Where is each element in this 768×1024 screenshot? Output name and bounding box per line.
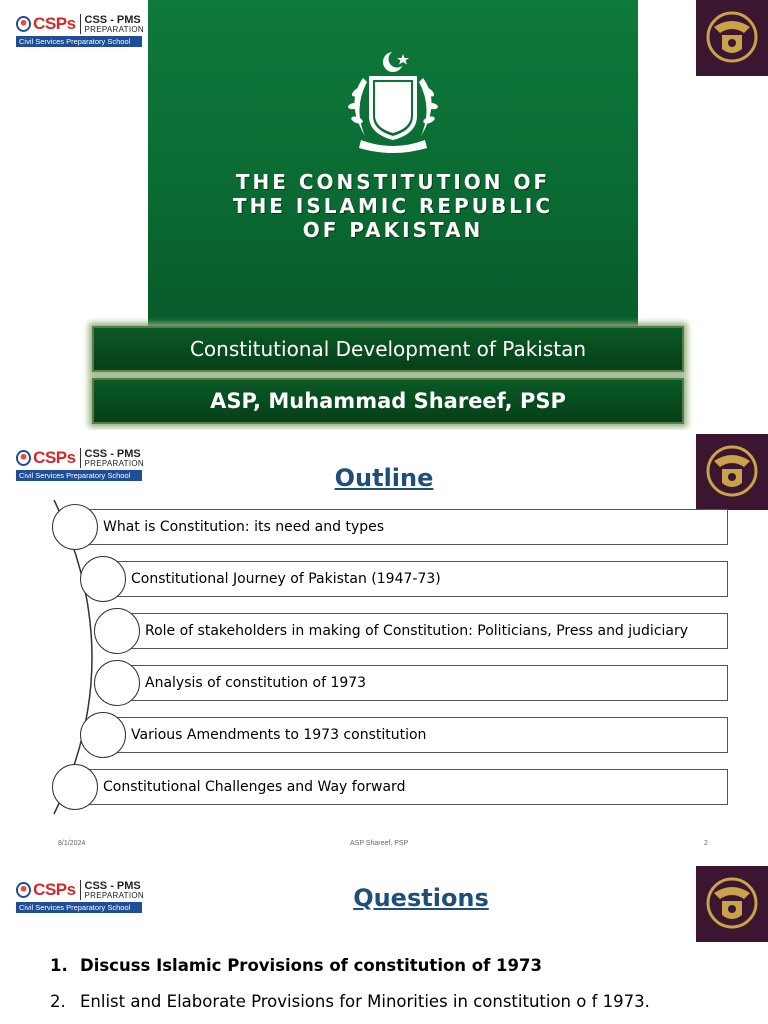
logo-line1: CSS - PMS [84, 13, 141, 26]
outline-title: Outline [334, 464, 434, 492]
constitution-cover [148, 0, 638, 330]
logo-brand: CSPs [33, 448, 76, 467]
footer-page-number: 2 [704, 840, 708, 847]
outline-bullet-icon [52, 504, 98, 550]
logo-line2: PREPARATION [84, 458, 144, 468]
logo-line1: CSS - PMS [84, 447, 141, 460]
outline-item: Role of stakeholders in making of Constitution: Politicians, Press and judiciary [130, 613, 728, 649]
question-text: Discuss Islamic Provisions of constitution of 1973 [80, 956, 542, 975]
cover-title: THE CONSTITUTION OF THE ISLAMIC REPUBLIC OF PAKISTAN [232, 170, 554, 242]
academy-emblem [696, 0, 768, 76]
logo-line2: PREPARATION [84, 890, 144, 900]
slide-questions [0, 860, 768, 1024]
globe-icon [16, 16, 31, 32]
outline-bullet-icon [80, 712, 126, 758]
outline-bullet-icon [52, 764, 98, 810]
question-number: 1. [50, 956, 68, 975]
question-number: 2. [50, 992, 66, 1011]
slide-outline [0, 432, 768, 852]
academy-crest-icon [704, 7, 760, 69]
slide-title [0, 0, 768, 430]
logo-brand: CSPs [33, 880, 76, 899]
footer-date: 8/1/2024 [58, 840, 86, 847]
outline-bullet-icon [80, 556, 126, 602]
outline-bullet-icon [94, 660, 140, 706]
outline-item: Various Amendments to 1973 constitution [116, 717, 728, 753]
question-item [50, 956, 542, 975]
outline-item: Constitutional Journey of Pakistan (1947-73) [116, 561, 728, 597]
logo-tagline: Civil Services Preparatory School [16, 902, 142, 913]
logo-line1: CSS - PMS [84, 879, 141, 892]
outline-item: What is Constitution: its need and types [88, 509, 728, 545]
logo-tagline: Civil Services Preparatory School [16, 470, 142, 481]
question-text: Enlist and Elaborate Provisions for Minorities in constitution o f 1973. [80, 992, 650, 1011]
logo-tagline: Civil Services Preparatory School [16, 36, 142, 47]
footer-author: ASP Shareef, PSP [350, 840, 409, 847]
logo-line2: PREPARATION [84, 24, 144, 34]
logo-brand: CSPs [33, 14, 76, 33]
questions-title: Questions [353, 884, 489, 912]
outline-item: Analysis of constitution of 1973 [130, 665, 728, 701]
csps-logo [16, 12, 144, 50]
presentation-title-banner: Constitutional Development of Pakistan [92, 326, 684, 372]
state-emblem-icon [323, 48, 463, 158]
outline-bullet-icon [94, 608, 140, 654]
outline-item: Constitutional Challenges and Way forward [88, 769, 728, 805]
presenter-banner: ASP, Muhammad Shareef, PSP [92, 378, 684, 424]
question-item [50, 992, 650, 1011]
